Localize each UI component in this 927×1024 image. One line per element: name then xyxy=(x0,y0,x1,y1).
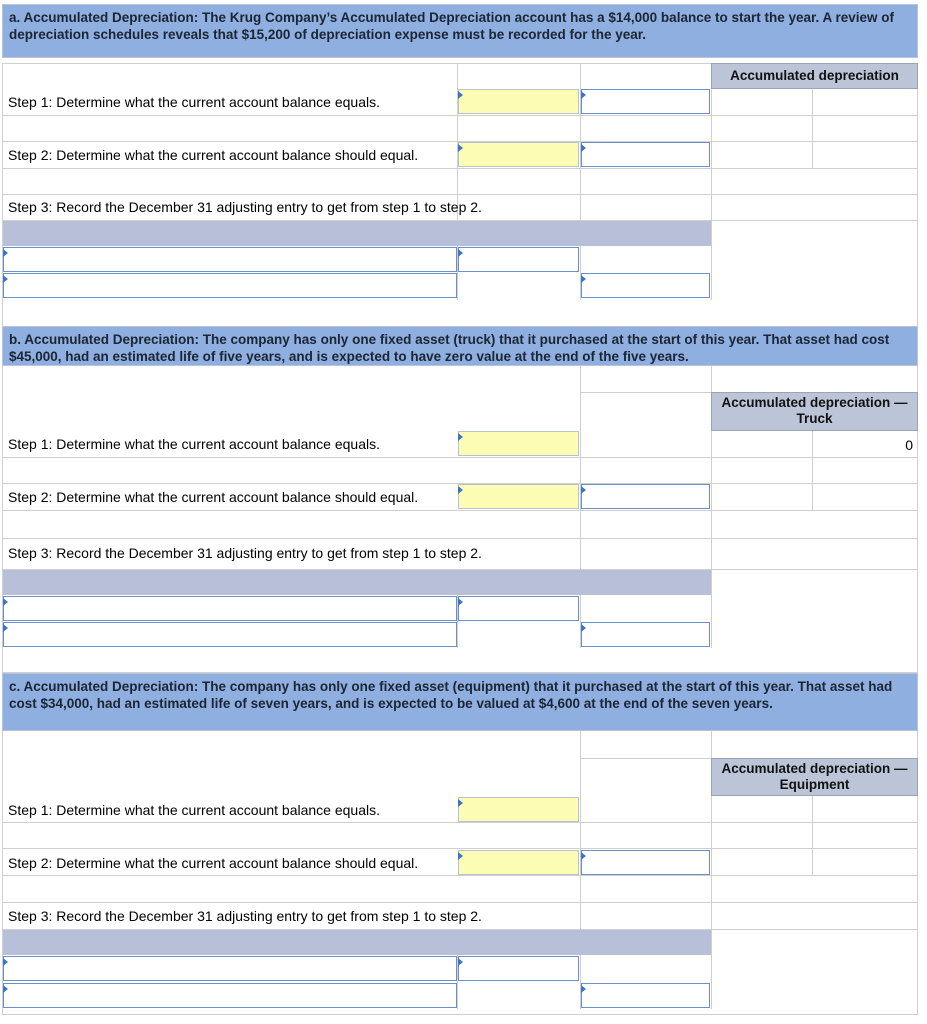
grid-line xyxy=(2,822,918,823)
step2-description-input[interactable] xyxy=(458,484,579,509)
journal-debit-account-input[interactable] xyxy=(3,956,457,981)
section-c-title: c. Accumulated Depreciation: The company has only one fixed asset (equipment) that it purchased at the start of this year. That asset had cost $34,000, had an estimated life of seven years, and is expected to be valued at $4,600 at the end of the seven years. xyxy=(2,673,918,731)
step3-label: Step 3: Record the December 31 adjusting entry to get from step 1 to step 2. xyxy=(8,545,482,561)
step3-label: Step 3: Record the December 31 adjusting entry to get from step 1 to step 2. xyxy=(8,908,482,924)
step1-description-input[interactable] xyxy=(458,89,579,114)
grid-line xyxy=(2,902,918,903)
journal-debit-account-input[interactable] xyxy=(3,247,457,272)
section-a-title: a. Accumulated Depreciation: The Krug Company’s Accumulated Depreciation account has a $14,000 balance to start the year. A review of depreciation schedules reveals that $15,200 of depreciation expense must be recorded for the year. xyxy=(2,4,918,58)
grid-line xyxy=(917,63,918,326)
grid-line xyxy=(2,168,918,169)
step2-amount-input[interactable] xyxy=(581,850,710,875)
account-header-accumulated-depreciation: Accumulated depreciation xyxy=(711,63,918,89)
step2-amount-input[interactable] xyxy=(581,142,710,167)
grid-line xyxy=(2,194,918,195)
step3-label: Step 3: Record the December 31 adjusting entry to get from step 1 to step 2. xyxy=(8,199,482,215)
journal-debit-amount-input[interactable] xyxy=(458,247,579,272)
grid-line xyxy=(812,796,813,876)
journal-header-row xyxy=(3,930,711,955)
step2-description-input[interactable] xyxy=(458,850,579,875)
grid-line xyxy=(2,538,918,539)
step1-label: Step 1: Determine what the current account balance equals. xyxy=(8,802,380,818)
step1-description-input[interactable] xyxy=(458,797,579,822)
grid-line xyxy=(812,431,813,511)
step1-label: Step 1: Determine what the current account balance equals. xyxy=(8,94,380,110)
journal-credit-amount-input[interactable] xyxy=(581,273,710,298)
grid-line xyxy=(2,848,918,849)
journal-debit-amount-input[interactable] xyxy=(458,596,579,621)
journal-credit-account-input[interactable] xyxy=(3,983,457,1008)
account-header-accumulated-depreciation-truck: Accumulated depreciation —Truck xyxy=(711,392,918,431)
journal-header-row xyxy=(3,570,711,595)
journal-credit-amount-input[interactable] xyxy=(581,622,710,647)
opening-balance-value: 0 xyxy=(905,437,913,453)
journal-debit-account-input[interactable] xyxy=(3,596,457,621)
journal-debit-amount-input[interactable] xyxy=(458,956,579,981)
journal-header-row xyxy=(3,221,711,246)
step1-amount-input[interactable] xyxy=(581,89,710,114)
step2-label: Step 2: Determine what the current account balance should equal. xyxy=(8,147,419,163)
grid-line xyxy=(2,875,918,876)
journal-credit-account-input[interactable] xyxy=(3,273,457,298)
grid-line xyxy=(2,457,918,458)
grid-line xyxy=(2,115,918,116)
account-header-accumulated-depreciation-equipment: Accumulated depreciation —Equipment xyxy=(711,758,918,796)
section-b-title: b. Accumulated Depreciation: The company has only one fixed asset (truck) that it purchased at the start of this year. That asset had cost $45,000, had an estimated life of five years, and is expected to have zero value at the end of the five years. xyxy=(2,326,918,366)
grid-line xyxy=(711,63,712,300)
grid-line xyxy=(2,1014,918,1015)
step2-label: Step 2: Determine what the current account balance should equal. xyxy=(8,489,419,505)
step1-label: Step 1: Determine what the current account balance equals. xyxy=(8,436,380,452)
grid-line xyxy=(2,510,918,511)
journal-credit-amount-input[interactable] xyxy=(581,983,710,1008)
step2-description-input[interactable] xyxy=(458,142,579,167)
step2-amount-input[interactable] xyxy=(581,484,710,509)
grid-line xyxy=(812,88,813,168)
step2-label: Step 2: Determine what the current account balance should equal. xyxy=(8,855,419,871)
journal-credit-account-input[interactable] xyxy=(3,622,457,647)
step1-description-input[interactable] xyxy=(458,431,579,456)
